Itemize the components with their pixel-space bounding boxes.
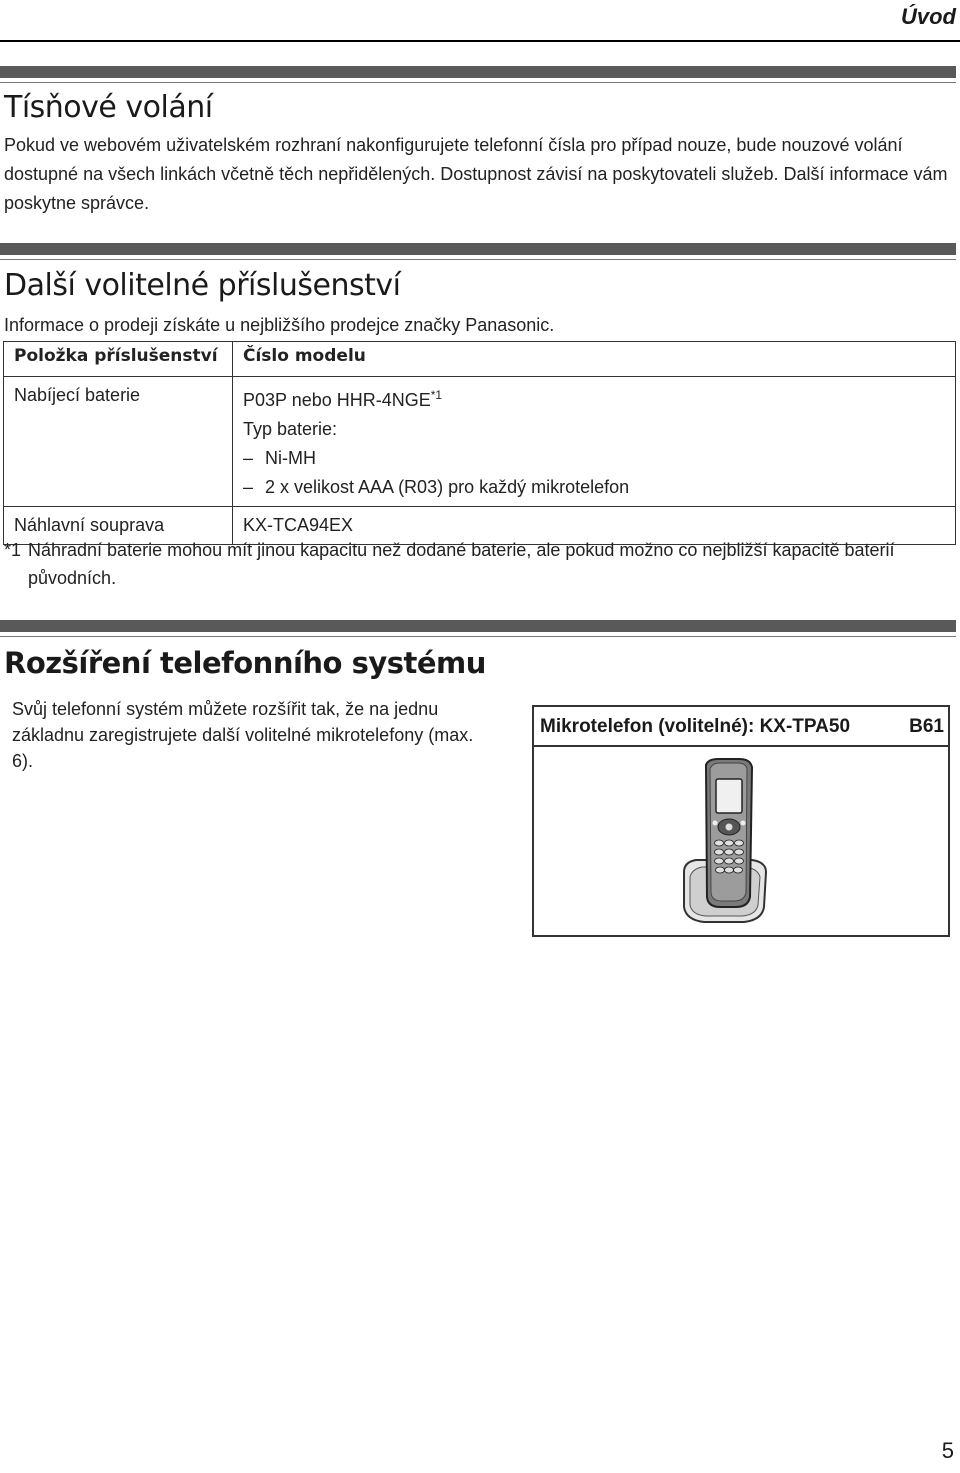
- accessory-item: Nabíjecí baterie: [4, 377, 233, 507]
- battery-type-item: [243, 444, 955, 473]
- section-bar: [0, 620, 956, 632]
- accessory-item: Náhlavní souprava: [4, 507, 233, 545]
- footnote-text: Náhradní baterie mohou mít jinou kapacitu než dodané baterie, ale pokud možno co nejbližší kapacitě baterií: [28, 540, 895, 560]
- footnote: [4, 536, 954, 592]
- battery-type-text: 2 x velikost AAA (R03) pro každý mikrotelefon: [265, 477, 630, 497]
- footnote-line: [4, 536, 954, 564]
- dash: –: [243, 448, 254, 468]
- battery-type-item: [243, 473, 955, 502]
- product-code: B61: [909, 716, 944, 737]
- page-header-chapter: Úvod: [901, 4, 956, 29]
- product-name: Mikrotelefon (volitelné): KX-TPA50: [540, 716, 851, 737]
- footnote-ref: *1: [430, 388, 443, 402]
- page-number: 5: [941, 1438, 954, 1463]
- table-header-row: [4, 342, 956, 377]
- section-line: [0, 259, 956, 260]
- product-box: [532, 705, 950, 937]
- section-bar: [0, 66, 956, 78]
- section-line: [0, 636, 956, 637]
- emergency-title: Tísňové volání: [4, 90, 213, 125]
- battery-type-text: Ni-MH: [265, 448, 316, 468]
- column-header-item: Položka příslušenství: [4, 342, 233, 377]
- accessories-title: Další volitelné příslušenství: [4, 268, 401, 303]
- accessory-model: [233, 377, 956, 507]
- cordless-handset-icon: [674, 757, 774, 927]
- model-text: P03P nebo HHR-4NGE: [243, 390, 431, 410]
- accessories-table: [3, 341, 956, 545]
- footnote-continuation: původních.: [28, 568, 117, 588]
- accessory-model: KX-TCA94EX: [233, 507, 956, 545]
- accessories-intro: Informace o prodeji získáte u nejbližšího prodejce značky Panasonic.: [4, 315, 555, 335]
- section-bar: [0, 243, 956, 255]
- header-rule: [0, 40, 960, 42]
- emergency-text: Pokud ve webovém uživatelském rozhraní nakonfigurujete telefonní čísla pro případ nouze, bude nouzové volání dostupné na všech linkách včetně těch nepřidělených. Dostupnost závisí na poskytovateli služeb. Další informace vám poskytne správce.: [4, 135, 948, 213]
- column-header-model: Číslo modelu: [233, 342, 956, 377]
- extension-text: Svůj telefonní systém můžete rozšířit tak, že na jednu základnu zaregistrujete další volitelné mikrotelefony (max. 6).: [12, 699, 474, 771]
- dash: –: [243, 477, 254, 497]
- table-row: [4, 377, 956, 507]
- model-number: [243, 381, 955, 415]
- extension-title: Rozšíření telefonního systému: [4, 646, 486, 680]
- battery-type-label: Typ baterie:: [243, 419, 338, 439]
- product-header: [534, 707, 948, 747]
- footnote-mark: *1: [4, 540, 22, 560]
- section-line: [0, 82, 956, 83]
